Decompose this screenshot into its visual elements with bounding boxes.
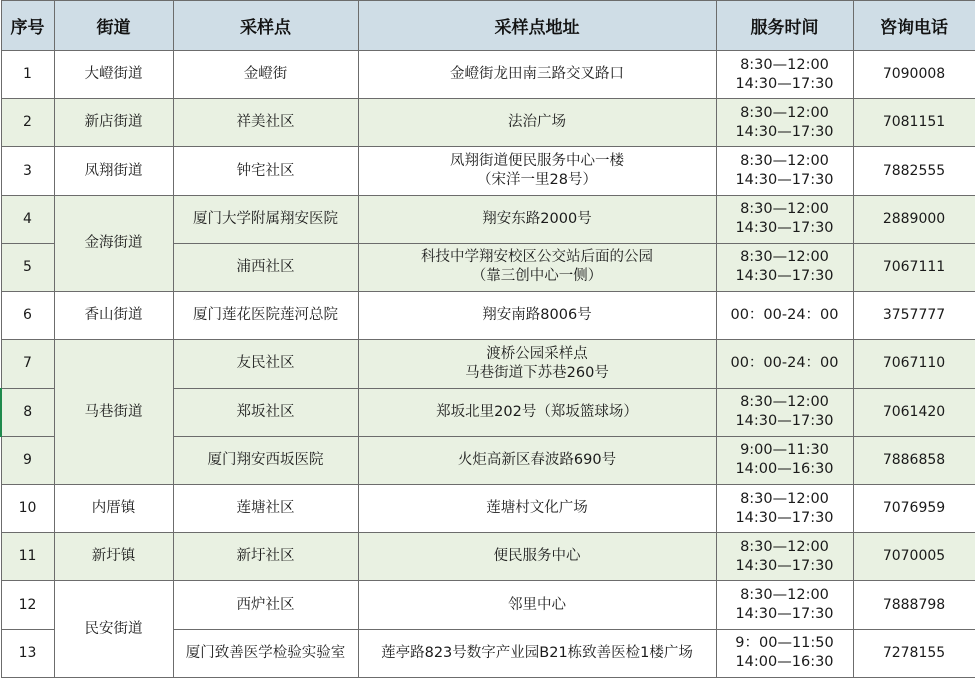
cell-no: 2 xyxy=(1,99,54,147)
time-line: 8:30—12:00 xyxy=(740,153,829,170)
cell-street: 金海街道 xyxy=(54,195,173,291)
cell-time xyxy=(716,340,853,388)
time-line: 14:00—16:30 xyxy=(735,461,834,478)
cell-address xyxy=(358,484,716,532)
table-row xyxy=(1,51,975,99)
cell-street: 民安街道 xyxy=(54,581,173,678)
time-line: 8:30—12:00 xyxy=(740,490,829,507)
cell-time xyxy=(716,195,853,243)
cell-no: 5 xyxy=(1,243,54,291)
header-address: 采样点地址 xyxy=(358,1,716,51)
address-line: 金嶝街龙田南三路交叉路口 xyxy=(450,66,624,83)
cell-time xyxy=(716,243,853,291)
cell-time xyxy=(716,629,853,677)
table-row xyxy=(1,195,975,243)
table-row xyxy=(1,292,975,340)
time-line: 8:30—12:00 xyxy=(740,56,829,73)
time-line: 14:30—17:30 xyxy=(735,75,834,92)
table-row xyxy=(1,340,975,388)
cell-time xyxy=(716,147,853,195)
time-line: 14:30—17:30 xyxy=(735,172,834,189)
cell-time xyxy=(716,388,853,436)
address-line: 科技中学翔安校区公交站后面的公园 xyxy=(421,249,653,266)
cell-phone: 7090008 xyxy=(853,51,975,99)
cell-point: 浦西社区 xyxy=(173,243,358,291)
cell-phone: 7067111 xyxy=(853,243,975,291)
time-line: 8:30—12:00 xyxy=(740,587,829,604)
cell-point: 新圩社区 xyxy=(173,533,358,581)
cell-address xyxy=(358,51,716,99)
header-point: 采样点 xyxy=(173,1,358,51)
cell-address xyxy=(358,99,716,147)
cell-phone: 7886858 xyxy=(853,436,975,484)
address-line: 法治广场 xyxy=(508,114,566,131)
time-line: 14:30—17:30 xyxy=(735,413,834,430)
cell-street: 香山街道 xyxy=(54,292,173,340)
table-row xyxy=(1,581,975,629)
address-line: 翔安东路2000号 xyxy=(482,210,592,227)
cell-point: 祥美社区 xyxy=(173,99,358,147)
time-line: 14:30—17:30 xyxy=(735,509,834,526)
cell-address xyxy=(358,581,716,629)
time-line: 8:30—12:00 xyxy=(740,538,829,555)
cell-point: 莲塘社区 xyxy=(173,484,358,532)
cell-street: 新店街道 xyxy=(54,99,173,147)
cell-no: 3 xyxy=(1,147,54,195)
cell-no: 12 xyxy=(1,581,54,629)
cell-address xyxy=(358,147,716,195)
cell-phone: 7888798 xyxy=(853,581,975,629)
cell-point: 厦门致善医学检验实验室 xyxy=(173,629,358,677)
address-line: （宋洋一里28号） xyxy=(477,172,597,189)
time-line: 8:30—12:00 xyxy=(740,394,829,411)
cell-phone: 7070005 xyxy=(853,533,975,581)
time-line: 00：00-24：00 xyxy=(730,307,839,324)
cell-no: 9 xyxy=(1,436,54,484)
header-no: 序号 xyxy=(1,1,54,51)
cell-phone: 7882555 xyxy=(853,147,975,195)
header-row xyxy=(1,1,975,51)
address-line: 郑坂北里202号（郑坂篮球场） xyxy=(436,403,638,420)
cell-phone: 7061420 xyxy=(853,388,975,436)
cell-street: 凤翔街道 xyxy=(54,147,173,195)
cell-phone: 3757777 xyxy=(853,292,975,340)
time-line: 8:30—12:00 xyxy=(740,201,829,218)
cell-time xyxy=(716,436,853,484)
cell-point: 金嶝街 xyxy=(173,51,358,99)
cell-phone: 7278155 xyxy=(853,629,975,677)
address-line: 马巷街道下苏巷260号 xyxy=(465,364,609,381)
cell-point: 钟宅社区 xyxy=(173,147,358,195)
cell-no: 1 xyxy=(1,51,54,99)
time-line: 8:30—12:00 xyxy=(740,249,829,266)
time-line: 14:30—17:30 xyxy=(735,606,834,623)
cell-time xyxy=(716,484,853,532)
cell-no: 11 xyxy=(1,533,54,581)
cell-address xyxy=(358,243,716,291)
cell-phone: 7076959 xyxy=(853,484,975,532)
address-line: 凤翔街道便民服务中心一楼 xyxy=(450,153,624,170)
cell-address xyxy=(358,340,716,388)
cell-no: 10 xyxy=(1,484,54,532)
cell-time xyxy=(716,99,853,147)
time-line: 14:00—16:30 xyxy=(735,654,834,671)
time-line: 14:30—17:30 xyxy=(735,268,834,285)
address-line: 火炬高新区春波路690号 xyxy=(457,451,617,468)
cell-street: 内厝镇 xyxy=(54,484,173,532)
time-line: 9：00—11:50 xyxy=(735,635,834,652)
address-line: 莲塘村文化广场 xyxy=(486,500,588,517)
cell-address xyxy=(358,292,716,340)
time-line: 9:00—11:30 xyxy=(740,442,829,459)
time-line: 14:30—17:30 xyxy=(735,220,834,237)
cell-address xyxy=(358,629,716,677)
cell-street: 大嶝街道 xyxy=(54,51,173,99)
address-line: 莲亭路823号数字产业园B21栋致善医检1楼广场 xyxy=(381,644,693,661)
address-line: （靠三创中心一侧） xyxy=(471,268,603,285)
cell-street: 新圩镇 xyxy=(54,533,173,581)
cell-address xyxy=(358,533,716,581)
cell-phone: 2889000 xyxy=(853,195,975,243)
cell-no: 7 xyxy=(1,340,54,388)
cell-point: 厦门莲花医院莲河总院 xyxy=(173,292,358,340)
address-line: 渡桥公园采样点 xyxy=(486,345,588,362)
table-row xyxy=(1,484,975,532)
cell-point: 厦门大学附属翔安医院 xyxy=(173,195,358,243)
time-line: 14:30—17:30 xyxy=(735,123,834,140)
cell-street: 马巷街道 xyxy=(54,340,173,485)
cell-time xyxy=(716,51,853,99)
cell-no: 6 xyxy=(1,292,54,340)
cell-phone: 7081151 xyxy=(853,99,975,147)
cell-address xyxy=(358,388,716,436)
cell-time xyxy=(716,581,853,629)
cell-no: 4 xyxy=(1,195,54,243)
table-row xyxy=(1,533,975,581)
address-line: 翔安南路8006号 xyxy=(482,307,592,324)
header-phone: 咨询电话 xyxy=(853,1,975,51)
time-line: 8:30—12:00 xyxy=(740,104,829,121)
header-time: 服务时间 xyxy=(716,1,853,51)
time-line: 14:30—17:30 xyxy=(735,557,834,574)
cell-time xyxy=(716,292,853,340)
cell-point: 厦门翔安西坂医院 xyxy=(173,436,358,484)
cell-point: 郑坂社区 xyxy=(173,388,358,436)
table-row xyxy=(1,147,975,195)
address-line: 邻里中心 xyxy=(508,596,566,613)
cell-point: 友民社区 xyxy=(173,340,358,388)
cell-address xyxy=(358,436,716,484)
cell-phone: 7067110 xyxy=(853,340,975,388)
cell-no: 13 xyxy=(1,629,54,677)
table-row xyxy=(1,99,975,147)
header-street: 街道 xyxy=(54,1,173,51)
address-line: 便民服务中心 xyxy=(493,548,581,565)
cell-time xyxy=(716,533,853,581)
cell-no: 8 xyxy=(1,388,54,436)
cell-point: 西炉社区 xyxy=(173,581,358,629)
time-line: 00：00-24：00 xyxy=(730,355,839,372)
cell-address xyxy=(358,195,716,243)
